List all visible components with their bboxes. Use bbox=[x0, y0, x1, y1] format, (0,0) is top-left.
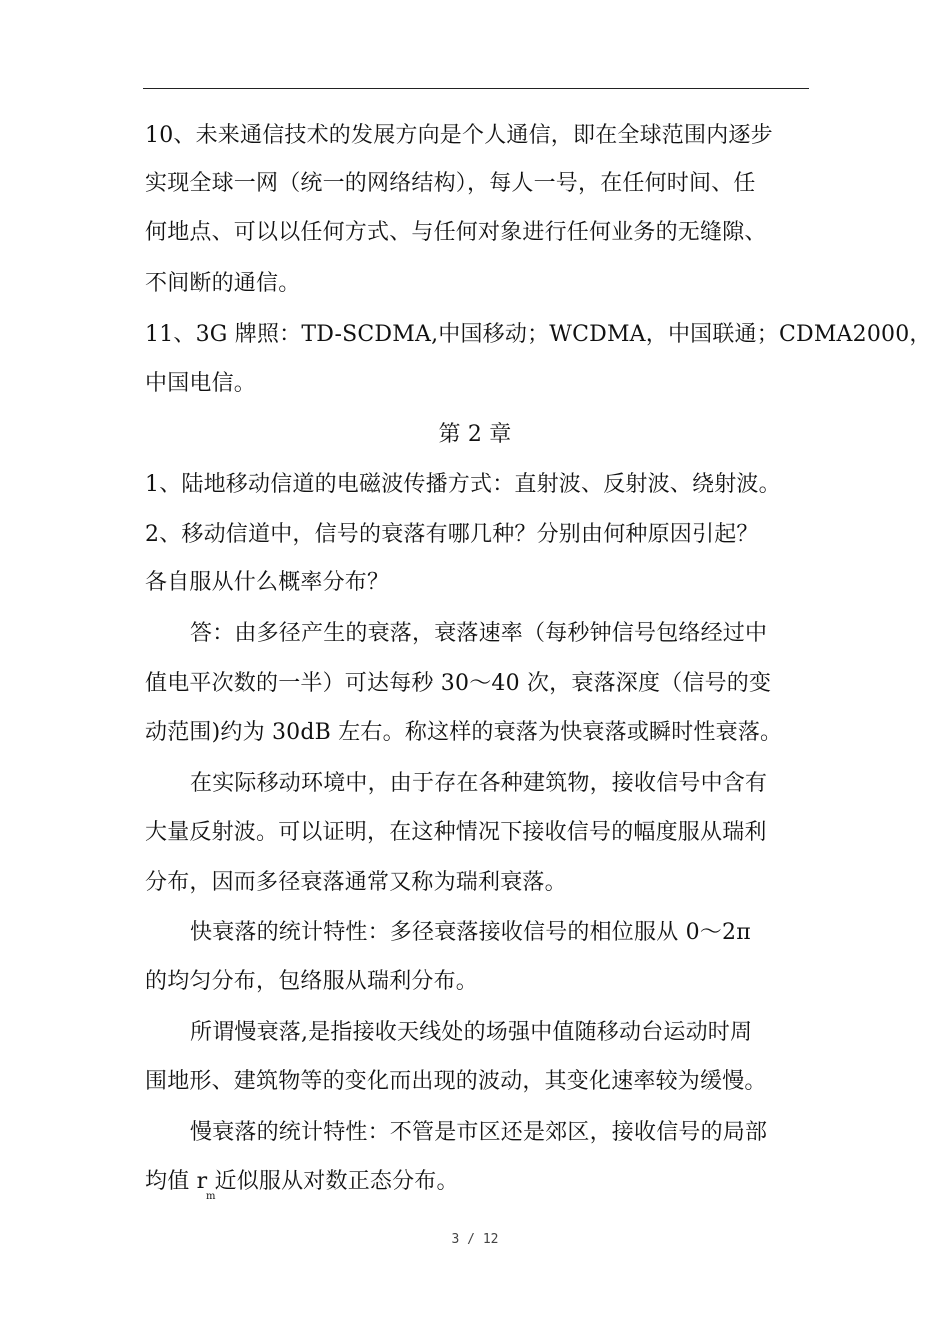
page-number: 3 / 12 bbox=[451, 1232, 499, 1247]
paragraph-10-line-4: 不间断的通信。 bbox=[145, 271, 301, 296]
question-1: 1、陆地移动信道的电磁波传播方式：直射波、反射波、绕射波。 bbox=[145, 472, 781, 497]
paragraph-10-line-3: 何地点、可以以任何方式、与任何对象进行任何业务的无缝隙、 bbox=[145, 220, 767, 245]
header-rule bbox=[143, 88, 809, 89]
slow-fading-line-2: 围地形、建筑物等的变化而出现的波动，其变化速率较为缓慢。 bbox=[145, 1069, 767, 1094]
paragraph-10-line-2: 实现全球一网（统一的网络结构），每人一号，在任何时间、任 bbox=[145, 171, 756, 196]
subscript-m: m bbox=[206, 1191, 216, 1202]
paragraph-11-line-2: 中国电信。 bbox=[145, 371, 257, 396]
multipath-line-2: 大量反射波。可以证明，在这种情况下接收信号的幅度服从瑞利 bbox=[145, 820, 767, 845]
fast-fading-line-2: 的均匀分布，包络服从瑞利分布。 bbox=[145, 969, 479, 994]
paragraph-11-line-1: 11、3G 牌照：TD-SCDMA,中国移动；WCDMA，中国联通；CDMA2000， bbox=[145, 322, 932, 347]
multipath-line-1: 在实际移动环境中，由于存在各种建筑物，接收信号中含有 bbox=[190, 771, 768, 796]
slow-stats-line-1: 慢衰落的统计特性：不管是市区还是郊区，接收信号的局部 bbox=[190, 1120, 768, 1145]
fast-fading-line-1: 快衰落的统计特性：多径衰落接收信号的相位服从 0～2π bbox=[190, 920, 751, 945]
answer-line-3: 动范围)约为 30dB 左右。称这样的衰落为快衰落或瞬时性衰落。 bbox=[145, 720, 783, 745]
slow-stats-line-2: 均值 r 近似服从对数正态分布。 bbox=[145, 1169, 459, 1194]
answer-line-2: 值电平次数的一半）可达每秒 30～40 次，衰落深度（信号的变 bbox=[145, 671, 772, 696]
paragraph-10-line-1: 10、未来通信技术的发展方向是个人通信，即在全球范围内逐步 bbox=[145, 123, 773, 148]
question-2-line-2: 各自服从什么概率分布？ bbox=[145, 570, 390, 595]
chapter-heading: 第 2 章 bbox=[438, 422, 512, 447]
answer-line-1: 答：由多径产生的衰落，衰落速率（每秒钟信号包络经过中 bbox=[190, 621, 768, 646]
slow-fading-line-1: 所谓慢衰落,是指接收天线处的场强中值随移动台运动时周 bbox=[190, 1020, 753, 1045]
multipath-line-3: 分布，因而多径衰落通常又称为瑞利衰落。 bbox=[145, 870, 567, 895]
question-2-line-1: 2、移动信道中，信号的衰落有哪几种？分别由何种原因引起？ bbox=[145, 522, 759, 547]
